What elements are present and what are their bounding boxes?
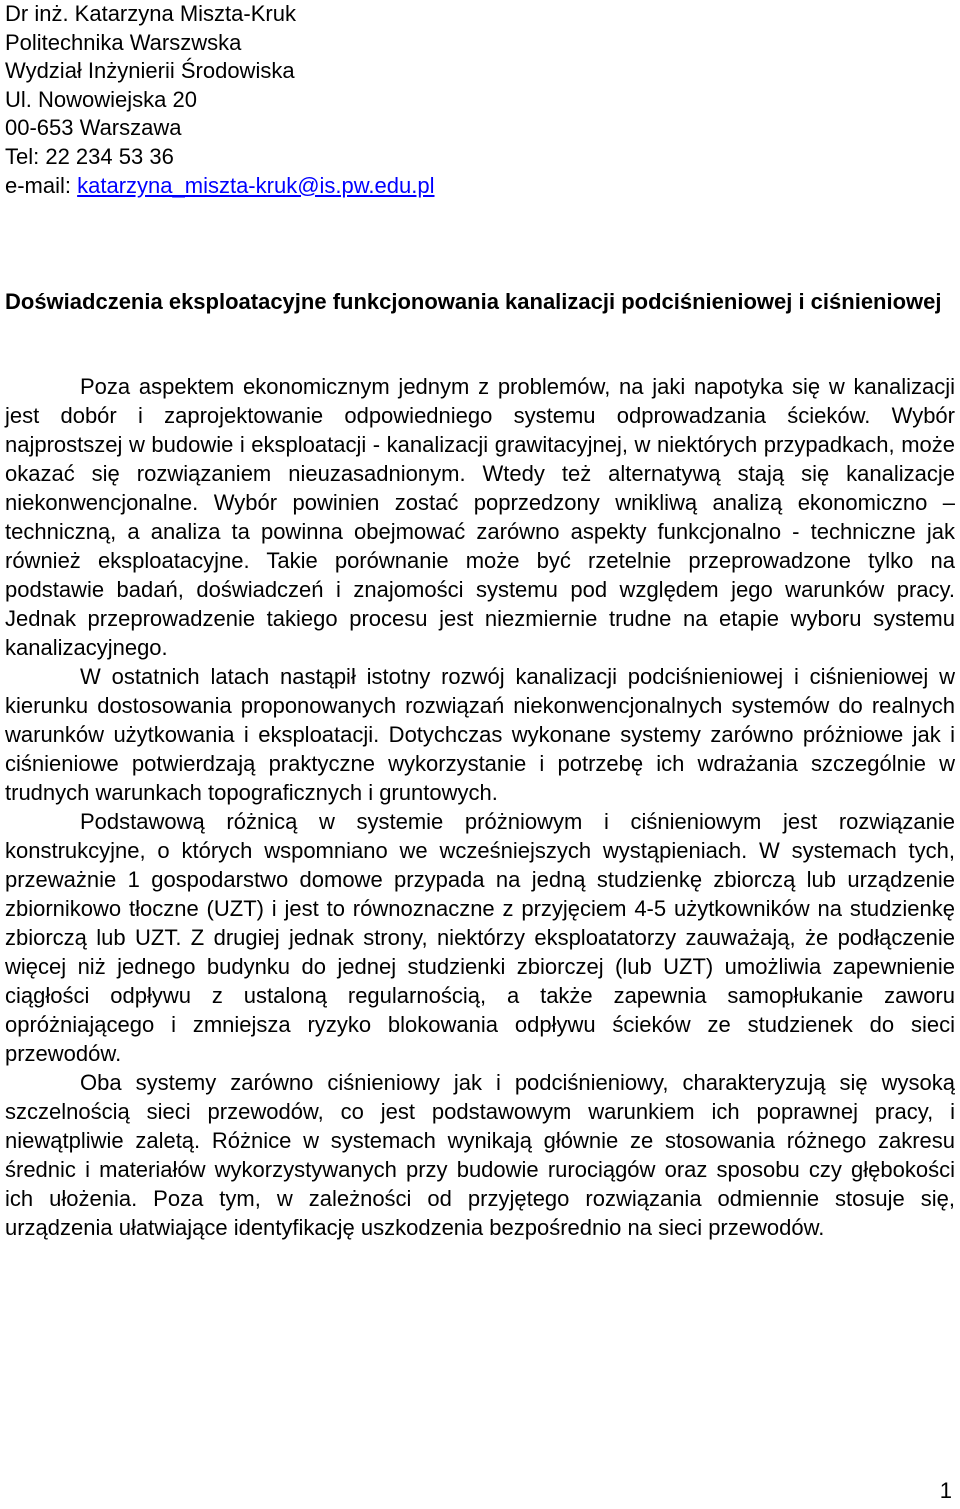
document-body	[5, 372, 955, 1242]
author-institution: Politechnika Warszwska	[5, 29, 242, 55]
email-label: e-mail:	[5, 172, 78, 198]
page-number: 1	[939, 1478, 952, 1503]
document-title: Doświadczenia eksploatacyjne funkcjonowania kanalizacji podciśnieniowej i ciśnieniowej	[5, 289, 942, 314]
body-paragraph: Podstawową różnicą w systemie próżniowym i ciśnieniowym jest rozwiązanie konstrukcyjne, o których wspomniano we wcześniejszych wystąpieniach. W systemach tych, przeważnie 1 gospodarstwo domowe przypada na jedną studzienkę zbiorczą lub urządzenie zbiornikowo tłoczne (UZT) i jest to równoznaczne z przyjęciem 4-5 użytkowników na studzienkę zbiorczą lub UZT. Z drugiej jednak strony, niektórzy eksploatatorzy zauważają, że podłączenie więcej niż jednego budynku do jednej studzienki zbiorczej (lub UZT) umożliwia zapewnienie ciągłości odpływu z ustaloną regularnością, a także zapewnia samopłukanie zaworu opróżniającego i zmniejsza ryzyko blokowania odpływu ścieków ze studzienek do sieci przewodów.	[5, 809, 955, 1066]
author-name: Dr inż. Katarzyna Miszta-Kruk	[5, 1, 296, 26]
document-page	[5, 0, 955, 1240]
body-paragraph: Poza aspektem ekonomicznym jednym z problemów, na jaki napotyka się w kanalizacji jest dobór i zaprojektowanie odpowiedniego systemu odprowadzania ścieków. Wybór najprostszej w budowie i eksploatacji - kanalizacji grawitacyjnej, w niektórych przypadkach, może okazać się rozwiązaniem nieuzasadnionym. Wtedy też alternatywą stają się kanalizacje niekonwencjonalne. Wybór powinien zostać poprzedzony wnikliwą analizą ekonomiczno – techniczną, a analiza ta powinna obejmować zarówno aspekty funkcjonalno - techniczne jak również eksploatacyjne. Takie porównanie może być rzetelnie przeprowadzone tylko na podstawie badań, doświadczeń i znajomości systemu pod względem jego warunków pracy. Jednak przeprowadzenie takiego procesu jest niezmiernie trudne na etapie wyboru systemu kanalizacyjnego.	[5, 374, 955, 660]
body-paragraph: W ostatnich latach nastąpił istotny rozwój kanalizacji podciśnieniowej i ciśnieniowej w kierunku dostosowania proponowanych rozwiązań niekonwencjonalnych systemów do realnych warunków użytkowania i eksploatacji. Dotychczas wykonane systemy zarówno próżniowe jak i ciśnieniowe potwierdzają praktyczne wykorzystanie i potrzebę ich wdrażania szczególnie w trudnych warunkach topograficznych i gruntowych.	[5, 664, 955, 805]
body-paragraph: Oba systemy zarówno ciśnieniowy jak i podciśnieniowy, charakteryzują się wysoką szczelnością sieci przewodów, co jest podstawowym warunkiem ich poprawnej pracy, i niewątpliwie zaletą. Różnice w systemach wynikają głównie ze stosowania różnego zakresu średnic i materiałów wykorzystywanych przy budowie rurociągów oraz sposobu czy głębokości ich ułożenia. Poza tym, w zależności od przyjętego rozwiązania odmiennie stosuje się, urządzenia ułatwiające identyfikację uszkodzenia bezpośrednio na sieci przewodów.	[5, 1070, 955, 1240]
address-city: 00-653 Warszawa	[5, 115, 182, 141]
email-link[interactable]: katarzyna_miszta-kruk@is.pw.edu.pl	[77, 172, 435, 198]
author-faculty: Wydział Inżynierii Środowiska	[5, 58, 295, 84]
author-email-line	[5, 172, 955, 201]
author-phone: Tel: 22 234 53 36	[5, 143, 174, 169]
address-street: Ul. Nowowiejska 20	[5, 86, 197, 112]
author-address-block	[5, 0, 955, 200]
